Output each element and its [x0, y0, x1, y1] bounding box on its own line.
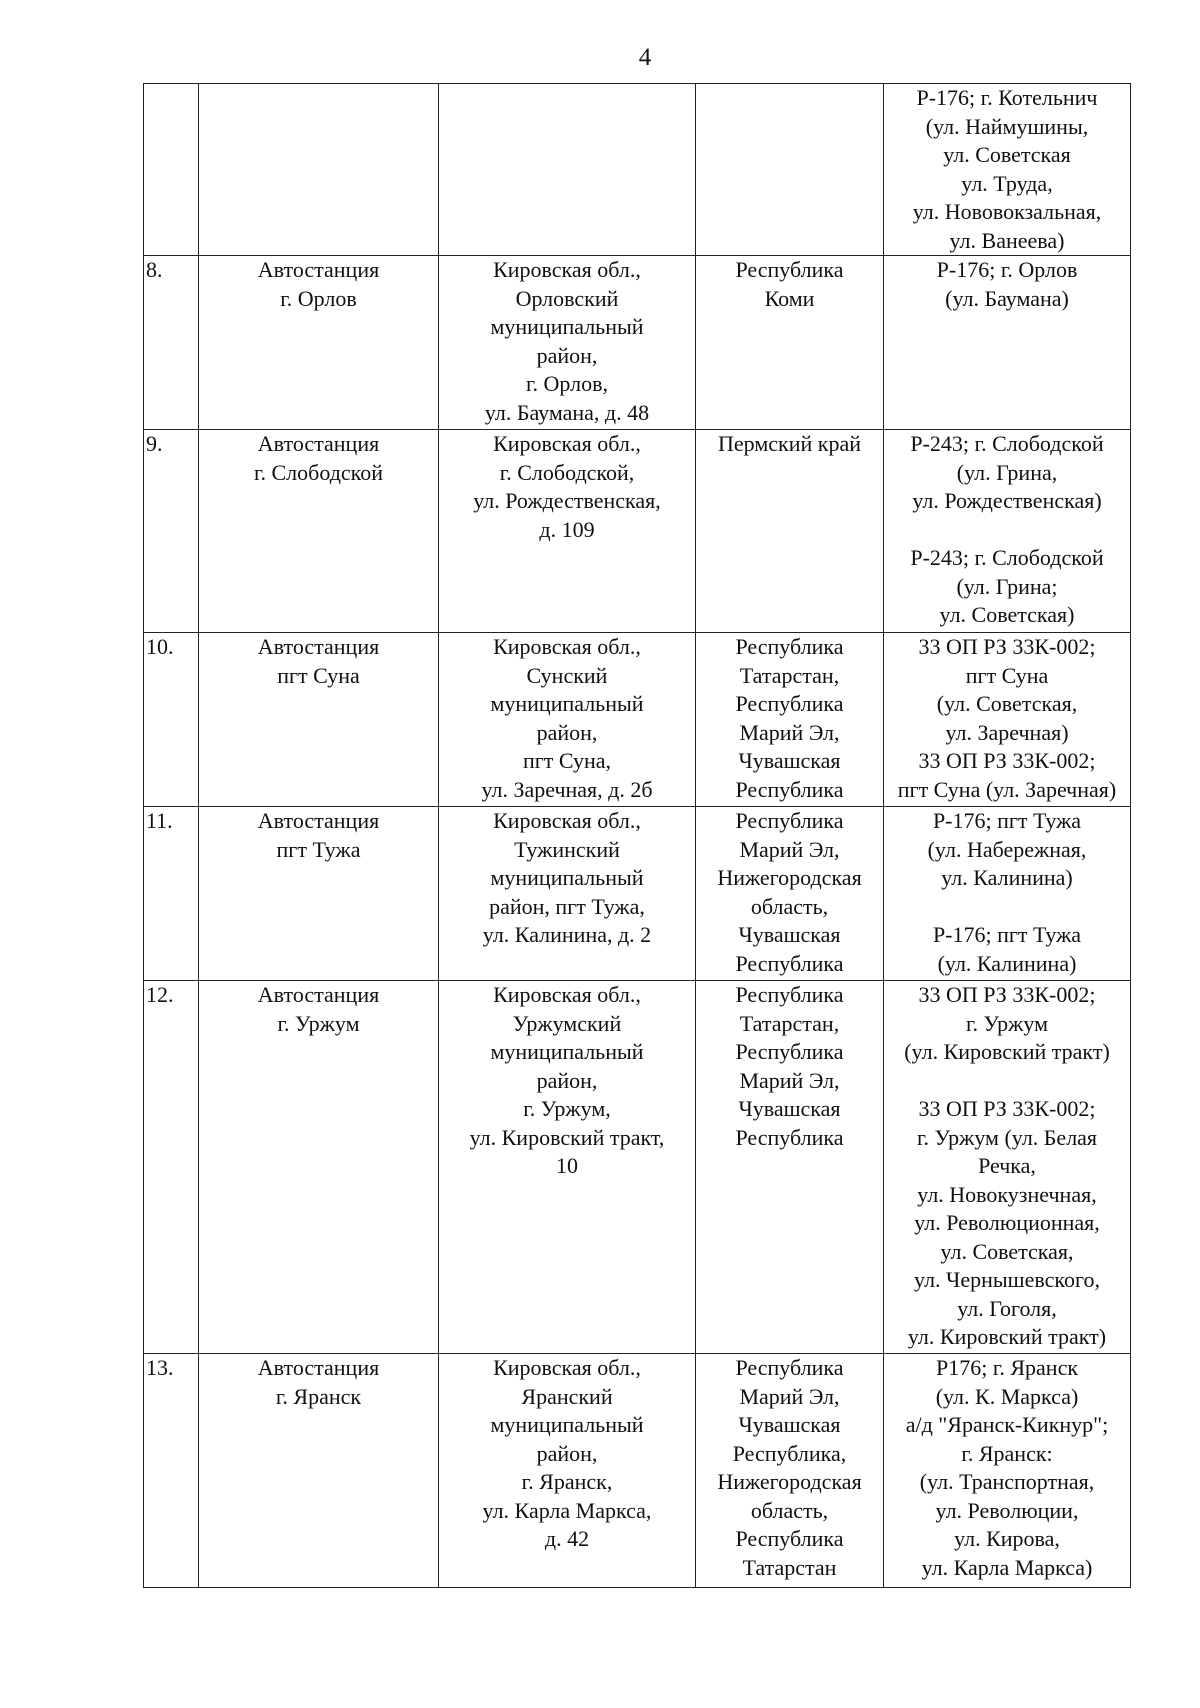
route-line: Речка,	[978, 1153, 1036, 1178]
route-description	[884, 807, 1131, 981]
destination-region-line: Республика	[735, 950, 844, 976]
station-name	[199, 430, 439, 633]
destination-region-line: Республика	[735, 1526, 844, 1551]
row-number: 8.	[144, 256, 199, 430]
route-line: (ул. Кировский тракт)	[904, 1039, 1110, 1064]
destination-region-line: Республика	[735, 1039, 844, 1064]
station-address-line: г. Орлов,	[525, 371, 608, 396]
station-address-line: Тужинский	[514, 836, 620, 862]
station-address-line: пгт Суна,	[522, 748, 612, 773]
station-name-line: Автостанция	[257, 634, 380, 659]
station-address-line: муниципальный	[490, 691, 644, 716]
destination-region-line: Татарстан,	[739, 1010, 840, 1036]
table-row	[144, 256, 1131, 430]
destination-region	[696, 1354, 884, 1588]
route-line: пгт Суна (ул. Заречная)	[897, 776, 1117, 802]
route-description	[884, 1354, 1131, 1588]
station-name-line: Автостанция	[257, 1355, 380, 1380]
route-line: (ул. Советская,	[936, 691, 1078, 716]
route-line: Р-176; пгт Тужа	[932, 922, 1082, 947]
route-line: Р-176; г. Орлов	[936, 257, 1078, 282]
station-name-line: пгт Тужа	[276, 836, 361, 862]
route-group-gap	[886, 1067, 1128, 1096]
route-line: г. Уржум (ул. Белая	[916, 1124, 1098, 1150]
row-number: 12.	[144, 981, 199, 1354]
station-address-line: Яранский	[521, 1383, 613, 1409]
destination-region-line: Чувашская	[738, 922, 841, 947]
station-address-line: муниципальный	[490, 1412, 644, 1437]
station-address-line: д. 109	[539, 516, 595, 542]
station-address	[439, 981, 696, 1354]
station-address-line: муниципальный	[490, 1039, 644, 1064]
destination-region	[696, 981, 884, 1354]
route-line: (ул. Грина;	[956, 573, 1058, 599]
table-row	[144, 807, 1131, 981]
destination-region-line: Марий Эл,	[739, 1383, 840, 1409]
station-address-line: Кировская обл.,	[493, 808, 641, 833]
destination-region-line: Республика	[735, 776, 844, 802]
station-address	[439, 1354, 696, 1588]
station-address	[439, 807, 696, 981]
destination-region-line: Республика	[735, 808, 844, 833]
station-name	[199, 633, 439, 807]
station-address-line: ул. Карла Маркса,	[482, 1497, 652, 1523]
destination-region-line: Республика	[735, 1355, 844, 1380]
route-line: ул. Новокузнечная,	[917, 1181, 1097, 1207]
station-address-line: ул. Калинина, д. 2	[482, 922, 652, 947]
destination-region	[696, 633, 884, 807]
bus-station-table	[143, 83, 1131, 1588]
station-address-line: ул. Кировский тракт,	[469, 1124, 665, 1150]
route-group-gap	[886, 893, 1128, 922]
station-name-line: пгт Суна	[277, 662, 360, 688]
station-name-line: Автостанция	[257, 431, 380, 456]
station-name	[199, 807, 439, 981]
destination-region-line: Пермский край	[718, 431, 861, 456]
station-address-line: ул. Заречная, д. 2б	[481, 776, 653, 802]
station-address-line: Кировская обл.,	[493, 257, 641, 282]
station-address-line: район,	[536, 719, 598, 745]
route-line: ул. Рождественская)	[912, 488, 1102, 513]
route-line: (ул. Наймушины,	[925, 113, 1089, 139]
table-row	[144, 633, 1131, 807]
route-line: ул. Калинина)	[941, 865, 1073, 890]
table-row	[144, 430, 1131, 633]
station-address-line: муниципальный	[490, 314, 644, 339]
destination-region-line: Марий Эл,	[739, 1067, 840, 1093]
route-line: ул. Чернышевского,	[914, 1267, 1100, 1292]
destination-region-line: Республика,	[732, 1440, 847, 1466]
destination-region-line: Чувашская	[738, 748, 841, 773]
station-name-line: Автостанция	[257, 257, 380, 282]
route-description	[884, 633, 1131, 807]
station-name	[199, 84, 439, 256]
route-line: 33 ОП РЗ 33К-002;	[918, 1096, 1096, 1121]
route-line: ул. Карла Маркса)	[921, 1554, 1093, 1580]
station-name-line: г. Яранск	[275, 1383, 362, 1409]
route-line: пгт Суна	[965, 662, 1049, 688]
route-description	[884, 981, 1131, 1354]
station-address-line: район,	[536, 1067, 598, 1093]
destination-region	[696, 84, 884, 256]
row-number: 13.	[144, 1354, 199, 1588]
station-address-line: ул. Баумана, д. 48	[484, 399, 650, 425]
route-line: ул. Труда,	[961, 170, 1053, 196]
destination-region-line: Марий Эл,	[739, 836, 840, 862]
destination-region	[696, 430, 884, 633]
route-line: ул. Советская,	[940, 1238, 1074, 1264]
destination-region-line: область,	[750, 893, 829, 919]
route-description	[884, 256, 1131, 430]
station-address-line: Сунский	[526, 662, 608, 688]
station-address-line: Кировская обл.,	[493, 431, 641, 456]
station-address-line: г. Слободской,	[499, 459, 635, 485]
route-line: ул. Советская)	[939, 602, 1075, 627]
destination-region-line: Нижегородская	[717, 865, 862, 890]
route-line: ул. Ванеева)	[949, 227, 1065, 253]
route-line: г. Яранск:	[961, 1440, 1053, 1466]
station-name-line: Автостанция	[257, 982, 380, 1007]
page-number: 4	[638, 44, 652, 71]
station-address-line: Уржумский	[512, 1010, 622, 1036]
station-address-line: г. Яранск,	[521, 1469, 613, 1494]
route-line: ул. Кирова,	[954, 1526, 1060, 1551]
route-line: ул. Революционная,	[914, 1210, 1100, 1235]
station-address-line: 10	[556, 1153, 578, 1178]
route-line: (ул. Калинина)	[937, 950, 1077, 976]
route-line: ул. Кировский тракт)	[907, 1324, 1107, 1349]
destination-region-line: Коми	[764, 285, 815, 311]
route-line: (ул. Баумана)	[945, 285, 1069, 311]
route-line: (ул. К. Маркса)	[935, 1383, 1079, 1409]
station-name	[199, 1354, 439, 1588]
route-line: 33 ОП РЗ 33К-002;	[918, 748, 1096, 773]
route-line: г. Уржум	[965, 1010, 1049, 1036]
destination-region-line: Республика	[735, 982, 844, 1007]
route-line: (ул. Транспортная,	[919, 1469, 1095, 1494]
route-line: Р-243; г. Слободской	[910, 545, 1104, 570]
station-address	[439, 430, 696, 633]
route-line: ул. Нововокзальная,	[912, 199, 1102, 224]
station-address-line: Кировская обл.,	[493, 982, 641, 1007]
station-address-line: район, пгт Тужа,	[489, 893, 645, 919]
station-address-line: г. Уржум,	[523, 1096, 611, 1121]
destination-region-line: Нижегородская	[717, 1469, 862, 1494]
station-address-line: ул. Рождественская,	[473, 488, 661, 513]
station-name	[199, 256, 439, 430]
route-line: 33 ОП РЗ 33К-002;	[918, 982, 1096, 1007]
route-group-gap	[886, 516, 1128, 545]
station-address	[439, 84, 696, 256]
station-address-line: Кировская обл.,	[493, 1355, 641, 1380]
station-address-line: район,	[536, 342, 598, 368]
destination-region-line: Татарстан,	[739, 662, 840, 688]
station-name-line: Автостанция	[257, 808, 380, 833]
station-address	[439, 256, 696, 430]
route-line: Р-176; пгт Тужа	[932, 808, 1082, 833]
destination-region-line: Чувашская	[738, 1412, 841, 1437]
route-line: (ул. Набережная,	[927, 836, 1087, 862]
row-number: 11.	[144, 807, 199, 981]
route-line: (ул. Грина,	[956, 459, 1058, 485]
station-address-line: д. 42	[544, 1526, 590, 1551]
station-address-line: Орловский	[515, 285, 619, 311]
destination-region-line: Марий Эл,	[739, 719, 840, 745]
route-line: ул. Революции,	[935, 1497, 1079, 1523]
route-line: ул. Заречная)	[945, 719, 1069, 745]
destination-region-line: Республика	[735, 257, 844, 282]
route-line: а/д "Яранск-Кикнур";	[905, 1412, 1109, 1437]
destination-region	[696, 256, 884, 430]
route-line: ул. Гоголя,	[957, 1295, 1057, 1321]
route-line: 33 ОП РЗ 33К-002;	[918, 634, 1096, 659]
route-line: ул. Советская	[943, 142, 1071, 167]
destination-region	[696, 807, 884, 981]
route-description	[884, 84, 1131, 256]
row-number: 9.	[144, 430, 199, 633]
destination-region-line: Республика	[735, 1124, 844, 1150]
row-number: 10.	[144, 633, 199, 807]
station-address	[439, 633, 696, 807]
station-name-line: г. Слободской	[253, 459, 384, 485]
row-number	[144, 84, 199, 256]
table-row	[144, 1354, 1131, 1588]
station-address-line: Кировская обл.,	[493, 634, 641, 659]
station-address-line: муниципальный	[490, 865, 644, 890]
destination-region-line: Республика	[735, 634, 844, 659]
destination-region-line: Чувашская	[738, 1096, 841, 1121]
destination-region-line: Республика	[735, 691, 844, 716]
route-line: Р176; г. Яранск	[935, 1355, 1079, 1380]
station-name	[199, 981, 439, 1354]
table-row	[144, 84, 1131, 256]
route-line: Р-243; г. Слободской	[910, 431, 1104, 456]
route-line: Р-176; г. Котельнич	[916, 85, 1098, 110]
station-name-line: г. Уржум	[277, 1010, 360, 1036]
station-name-line: г. Орлов	[280, 285, 357, 311]
destination-region-line: Татарстан	[742, 1554, 837, 1580]
station-address-line: район,	[536, 1440, 598, 1466]
table-row	[144, 981, 1131, 1354]
destination-region-line: область,	[750, 1497, 829, 1523]
route-description	[884, 430, 1131, 633]
